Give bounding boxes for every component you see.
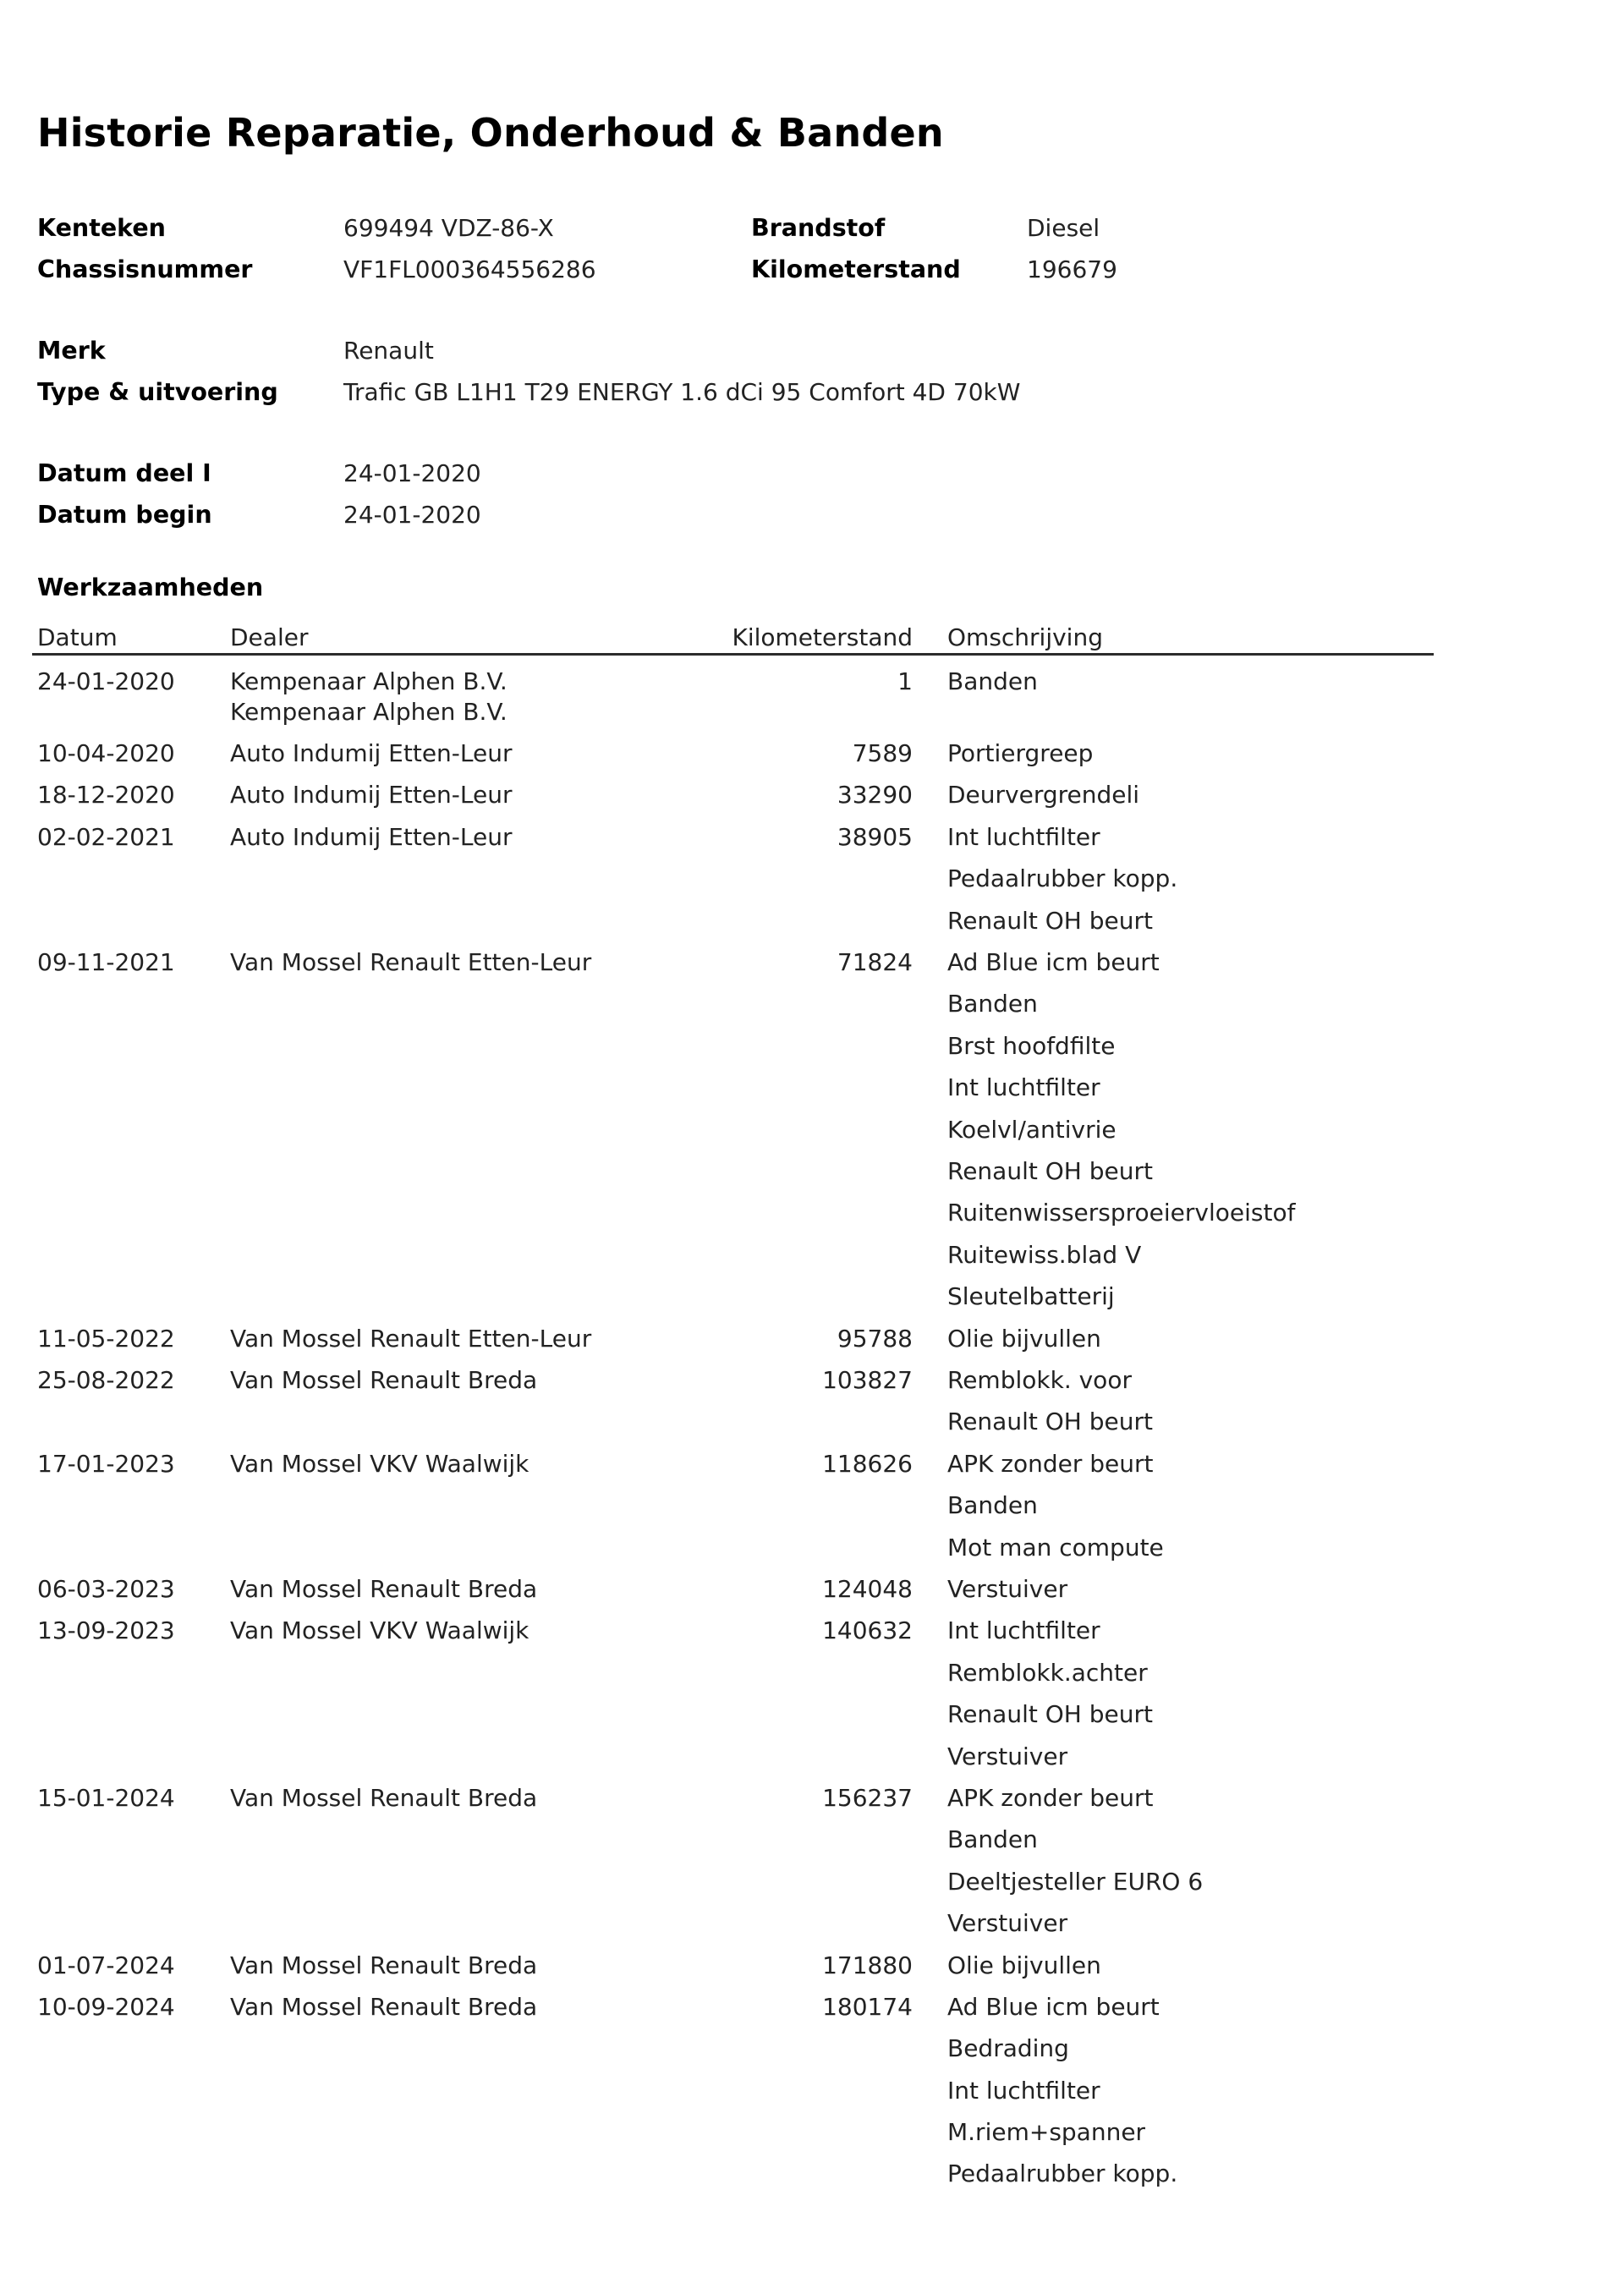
cell-datum: [37, 1993, 175, 2034]
dealer-text: Van Mossel Renault Breda: [230, 1574, 538, 1603]
kilometerstand-text: 171880: [822, 1951, 913, 1979]
datum-deel-1-label: Datum deel I: [37, 459, 211, 487]
cell-kilometerstand: [709, 1366, 913, 1408]
omschrijving-item: Olie bijvullen: [947, 1324, 1101, 1353]
cell-dealer: [230, 739, 512, 781]
header-divider: [32, 653, 1434, 656]
kilometerstand-text: 7589: [852, 739, 913, 767]
kilometerstand-text: 33290: [837, 781, 913, 809]
omschrijving-item: Ruitewiss.blad V: [947, 1240, 1142, 1269]
cell-omschrijving: [947, 1951, 1101, 1993]
column-header-kilometerstand: Kilometerstand: [732, 623, 913, 651]
datum-begin-label: Datum begin: [37, 501, 212, 529]
cell-dealer: [230, 1784, 537, 1825]
omschrijving-item: Sleutelbatterij: [947, 1282, 1115, 1311]
cell-kilometerstand: [709, 1325, 913, 1366]
datum-text: 06-03-2023: [37, 1574, 175, 1603]
kilometerstand-label: Kilometerstand: [751, 255, 961, 283]
kilometerstand-text: 103827: [822, 1365, 913, 1394]
omschrijving-item: Banden: [947, 1491, 1038, 1520]
datum-text: 11-05-2022: [37, 1324, 175, 1353]
datum-text: 09-11-2021: [37, 947, 175, 976]
table-row: [32, 1784, 1434, 1951]
cell-dealer: [230, 1993, 537, 2034]
cell-omschrijving: [947, 1366, 1153, 1450]
cell-kilometerstand: [709, 1784, 913, 1825]
table-row: [32, 1325, 1434, 1366]
omschrijving-item: M.riem+spanner: [947, 2118, 1146, 2147]
table-row: [32, 667, 1434, 739]
cell-datum: [37, 823, 175, 864]
cell-omschrijving: [947, 1616, 1153, 1784]
column-header-omschrijving: Omschrijving: [947, 623, 1103, 651]
datum-text: 02-02-2021: [37, 822, 175, 851]
cell-omschrijving: [947, 1450, 1164, 1575]
cell-omschrijving: [947, 948, 1295, 1325]
type-label: Type & uitvoering: [37, 378, 278, 406]
datum-begin-value: 24-01-2020: [343, 501, 481, 529]
cell-kilometerstand: [709, 948, 913, 990]
dealer-text: Van Mossel Renault Breda: [230, 1365, 538, 1394]
omschrijving-item: Banden: [947, 1825, 1038, 1854]
dealer-text: Van Mossel Renault Breda: [230, 1783, 538, 1812]
dealer-text: Van Mossel Renault Etten-Leur: [230, 947, 592, 976]
table-row: [32, 1951, 1434, 1993]
datum-text: 01-07-2024: [37, 1951, 175, 1979]
kenteken-label: Kenteken: [37, 214, 166, 242]
omschrijving-item: Koelvl/antivrie: [947, 1115, 1116, 1144]
omschrijving-item: Verstuiver: [947, 1909, 1068, 1938]
omschrijving-item: Portiergreep: [947, 739, 1094, 767]
cell-dealer: [230, 1575, 537, 1616]
omschrijving-item: Deeltjesteller EURO 6: [947, 1867, 1204, 1896]
kilometerstand-text: 71824: [837, 947, 913, 976]
cell-dealer: [230, 781, 512, 822]
omschrijving-item: Pedaalrubber kopp.: [947, 2160, 1178, 2188]
omschrijving-item: Bedrading: [947, 2034, 1069, 2063]
table-row: [32, 1993, 1434, 2202]
werkzaamheden-heading: Werkzaamheden: [37, 574, 264, 601]
cell-omschrijving: [947, 739, 1093, 781]
cell-kilometerstand: [709, 1450, 913, 1491]
table-row: [32, 1575, 1434, 1616]
cell-datum: [37, 1616, 175, 1658]
cell-omschrijving: [947, 1993, 1177, 2202]
cell-kilometerstand: [709, 1575, 913, 1616]
omschrijving-item: Remblokk.achter: [947, 1658, 1148, 1687]
cell-datum: [37, 1325, 175, 1366]
kilometerstand-text: 95788: [837, 1324, 913, 1353]
column-header-datum: Datum: [37, 623, 118, 651]
omschrijving-item: Renault OH beurt: [947, 1700, 1153, 1729]
dealer-text: Van Mossel Renault Breda: [230, 1992, 538, 2021]
cell-kilometerstand: [709, 1951, 913, 1993]
omschrijving-item: Deurvergrendeli: [947, 781, 1140, 809]
kilometerstand-text: 118626: [822, 1449, 913, 1478]
omschrijving-item: Pedaalrubber kopp.: [947, 864, 1178, 893]
brandstof-label: Brandstof: [751, 214, 886, 242]
dealer-text: Van Mossel Renault Breda: [230, 1951, 538, 1979]
kilometerstand-value: 196679: [1027, 255, 1117, 283]
omschrijving-item: Banden: [947, 667, 1038, 695]
cell-omschrijving: [947, 1325, 1101, 1366]
datum-text: 24-01-2020: [37, 667, 175, 695]
kilometerstand-text: 156237: [822, 1783, 913, 1812]
dealer-text: Van Mossel Renault Etten-Leur: [230, 1324, 592, 1353]
cell-kilometerstand: [709, 1616, 913, 1658]
table-row: [32, 781, 1434, 822]
cell-kilometerstand: [709, 823, 913, 864]
cell-kilometerstand: [709, 739, 913, 781]
datum-text: 13-09-2023: [37, 1616, 175, 1645]
omschrijving-item: Int luchtfilter: [947, 1616, 1100, 1645]
cell-dealer: [230, 1325, 591, 1366]
cell-datum: [37, 1366, 175, 1408]
cell-omschrijving: [947, 1784, 1203, 1951]
dealer-text: Kempenaar Alphen B.V.: [230, 698, 508, 726]
cell-datum: [37, 667, 175, 709]
cell-kilometerstand: [709, 781, 913, 822]
table-body: [32, 667, 1434, 2202]
page-title: Historie Reparatie, Onderhoud & Banden: [37, 110, 944, 156]
table-row: [32, 823, 1434, 948]
omschrijving-item: Ad Blue icm beurt: [947, 947, 1160, 976]
omschrijving-item: Renault OH beurt: [947, 1408, 1153, 1436]
omschrijving-item: APK zonder beurt: [947, 1783, 1154, 1812]
table-row: [32, 1366, 1434, 1450]
omschrijving-item: Int luchtfilter: [947, 822, 1100, 851]
cell-omschrijving: [947, 1575, 1067, 1616]
dealer-text: Auto Indumij Etten-Leur: [230, 781, 513, 809]
omschrijving-item: APK zonder beurt: [947, 1449, 1154, 1478]
kilometerstand-text: 1: [897, 667, 913, 695]
cell-datum: [37, 781, 175, 822]
merk-label: Merk: [37, 337, 106, 365]
cell-dealer: [230, 948, 591, 990]
cell-omschrijving: [947, 667, 1038, 709]
table-row: [32, 1450, 1434, 1575]
dealer-text: Auto Indumij Etten-Leur: [230, 739, 513, 767]
datum-text: 10-09-2024: [37, 1992, 175, 2021]
omschrijving-item: Olie bijvullen: [947, 1951, 1101, 1979]
cell-datum: [37, 1450, 175, 1491]
chassisnummer-value: VF1FL000364556286: [343, 255, 596, 283]
datum-deel-1-value: 24-01-2020: [343, 459, 481, 487]
datum-text: 17-01-2023: [37, 1449, 175, 1478]
omschrijving-item: Ruitenwissersproeiervloeistof: [947, 1199, 1296, 1227]
chassisnummer-label: Chassisnummer: [37, 255, 253, 283]
column-header-dealer: Dealer: [230, 623, 309, 651]
dealer-text: Van Mossel VKV Waalwijk: [230, 1449, 529, 1478]
kilometerstand-text: 140632: [822, 1616, 913, 1645]
cell-dealer: [230, 1951, 537, 1993]
omschrijving-item: Brst hoofdfilte: [947, 1031, 1116, 1060]
datum-text: 18-12-2020: [37, 781, 175, 809]
kilometerstand-text: 180174: [822, 1992, 913, 2021]
cell-datum: [37, 1951, 175, 1993]
omschrijving-item: Renault OH beurt: [947, 906, 1153, 935]
omschrijving-item: Banden: [947, 990, 1038, 1018]
dealer-text: Kempenaar Alphen B.V.: [230, 667, 508, 695]
omschrijving-item: Int luchtfilter: [947, 1073, 1100, 1102]
cell-datum: [37, 1575, 175, 1616]
dealer-text: Auto Indumij Etten-Leur: [230, 822, 513, 851]
table-row: [32, 1616, 1434, 1784]
datum-text: 25-08-2022: [37, 1365, 175, 1394]
cell-omschrijving: [947, 823, 1177, 948]
omschrijving-item: Verstuiver: [947, 1742, 1068, 1770]
table-row: [32, 948, 1434, 1325]
brandstof-value: Diesel: [1027, 214, 1100, 242]
cell-dealer: [230, 1450, 529, 1491]
omschrijving-item: Renault OH beurt: [947, 1156, 1153, 1185]
cell-kilometerstand: [709, 1993, 913, 2034]
omschrijving-item: Mot man compute: [947, 1533, 1164, 1561]
cell-dealer: [230, 1616, 529, 1658]
type-value: Trafic GB L1H1 T29 ENERGY 1.6 dCi 95 Comfort 4D 70kW: [343, 378, 1021, 406]
cell-kilometerstand: [709, 667, 913, 709]
omschrijving-item: Remblokk. voor: [947, 1365, 1132, 1394]
cell-datum: [37, 1784, 175, 1825]
merk-value: Renault: [343, 337, 434, 365]
datum-text: 10-04-2020: [37, 739, 175, 767]
kilometerstand-text: 124048: [822, 1574, 913, 1603]
cell-datum: [37, 739, 175, 781]
table-header: [32, 623, 1434, 652]
cell-datum: [37, 948, 175, 990]
cell-dealer: [230, 1366, 537, 1408]
kenteken-value: 699494 VDZ-86-X: [343, 214, 554, 242]
omschrijving-item: Verstuiver: [947, 1574, 1068, 1603]
cell-dealer: [230, 667, 508, 728]
table-row: [32, 739, 1434, 781]
datum-text: 15-01-2024: [37, 1783, 175, 1812]
omschrijving-item: Ad Blue icm beurt: [947, 1992, 1160, 2021]
cell-dealer: [230, 823, 512, 864]
kilometerstand-text: 38905: [837, 822, 913, 851]
cell-omschrijving: [947, 781, 1139, 822]
dealer-text: Van Mossel VKV Waalwijk: [230, 1616, 529, 1645]
werkzaamheden-table: [32, 623, 1434, 2202]
omschrijving-item: Int luchtfilter: [947, 2076, 1100, 2105]
